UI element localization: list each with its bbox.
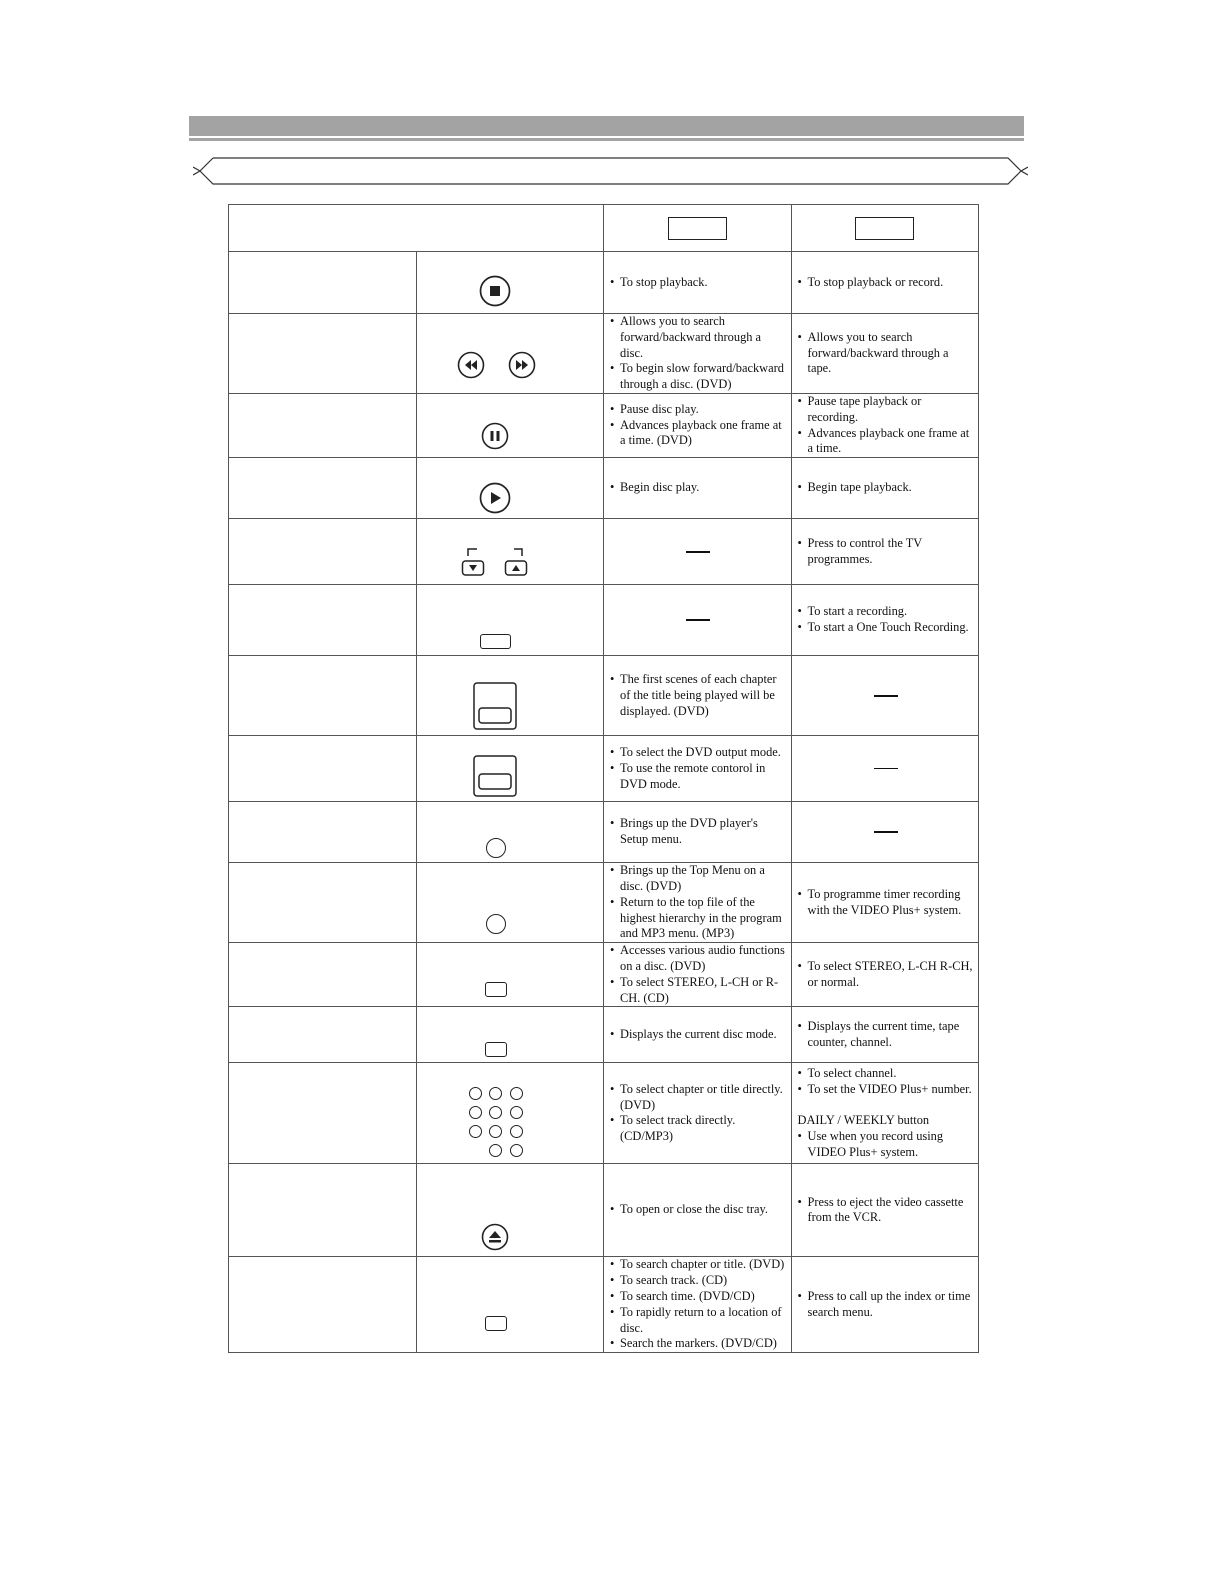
row-number-cell: [229, 656, 417, 736]
description-item: • Return to the top file of the highest hierarchy in the program and MP3 menu. (MP3): [610, 895, 787, 942]
section-banner: [193, 156, 1028, 186]
stop-icon: [479, 275, 511, 307]
vcr-description: [791, 1063, 979, 1164]
chapter-button-icon: [473, 682, 517, 730]
description-item: • Search the markers. (DVD/CD): [610, 1336, 787, 1352]
number-key-icon: [510, 1106, 523, 1119]
description-item: • To select the DVD output mode.: [610, 745, 787, 761]
daily-weekly-title: DAILY / WEEKLY button: [797, 1113, 930, 1128]
dvd-description: [604, 252, 792, 314]
button-cell: [416, 458, 604, 519]
description-item: • Begin tape playback.: [798, 480, 975, 496]
row-number-cell: [229, 252, 417, 314]
search-button-icon: [485, 1316, 507, 1331]
table-row: [229, 863, 979, 943]
not-applicable-dash: [686, 551, 710, 553]
description-item: • Press to call up the index or time search menu.: [798, 1289, 975, 1321]
description-item: • To search time. (DVD/CD): [610, 1289, 787, 1305]
row-number-cell: [229, 863, 417, 943]
number-key-icon: [489, 1125, 502, 1138]
description-item: • To use the remote contorol in DVD mode.: [610, 761, 787, 793]
number-key-icon: [469, 1087, 482, 1100]
table-row: [229, 458, 979, 519]
dvd-description: [604, 1007, 792, 1063]
description-item: • To select chapter or title directly. (DVD): [610, 1082, 787, 1114]
description-item: • To start a One Touch Recording.: [798, 620, 975, 636]
description-item: • Allows you to search forward/backward through a disc.: [610, 314, 787, 361]
not-applicable-dash: [874, 768, 898, 770]
row-number-cell: [229, 314, 417, 394]
description-item: • Displays the current disc mode.: [610, 1027, 787, 1043]
table-row: [229, 736, 979, 802]
not-applicable-dash: [686, 619, 710, 621]
button-cell: [416, 656, 604, 736]
dvd-description: [604, 943, 792, 1007]
table-row: [229, 393, 979, 457]
description-item: • The first scenes of each chapter of the title being played will be displayed. (DVD): [610, 672, 787, 719]
dvd-description: [604, 585, 792, 656]
section-header-rule: [189, 138, 1024, 141]
button-cell: [416, 585, 604, 656]
row-number-cell: [229, 458, 417, 519]
table-row: [229, 519, 979, 585]
vcr-description: [791, 863, 979, 943]
description-item: • To select track directly. (CD/MP3): [610, 1113, 787, 1145]
description-item: • Press to control the TV programmes.: [798, 536, 975, 568]
button-cell: [416, 863, 604, 943]
vcr-label-box: [855, 217, 914, 240]
description-item: • Accesses various audio functions on a disc. (DVD): [610, 943, 787, 975]
table-row: [229, 943, 979, 1007]
vcr-description: [791, 393, 979, 457]
description-item: • To search track. (CD): [610, 1273, 787, 1289]
table-row: [229, 252, 979, 314]
vcr-description: [791, 252, 979, 314]
top-menu-button-icon: [486, 914, 506, 934]
table-row: [229, 1007, 979, 1063]
row-number-cell: [229, 519, 417, 585]
audio-button-icon: [485, 982, 507, 997]
button-cell: [416, 1164, 604, 1257]
description-item: • To set the VIDEO Plus+ number.: [798, 1082, 975, 1098]
description-item: • Pause disc play.: [610, 402, 787, 418]
table-row: [229, 1164, 979, 1257]
not-applicable-dash: [874, 831, 898, 833]
header-dvd-column: [604, 205, 792, 252]
dvd-description: [604, 863, 792, 943]
dvd-description: [604, 802, 792, 863]
number-key-icon: [510, 1087, 523, 1100]
vcr-description: [791, 314, 979, 394]
vcr-description: [791, 656, 979, 736]
header-button-column: [229, 205, 604, 252]
number-keypad-icon: [417, 1063, 604, 1163]
vcr-description: [791, 519, 979, 585]
eject-icon: [481, 1223, 509, 1251]
row-number-cell: [229, 393, 417, 457]
number-key-icon: [489, 1144, 502, 1157]
description-item: • To select STEREO, L-CH R-CH, or normal.: [798, 959, 975, 991]
description-item: • Advances playback one frame at a time.: [798, 426, 975, 458]
number-key-icon: [469, 1125, 482, 1138]
description-item: • To stop playback.: [610, 275, 787, 291]
vcr-description: [791, 458, 979, 519]
button-cell: [416, 1007, 604, 1063]
description-item: • To start a recording.: [798, 604, 975, 620]
description-item: • To open or close the disc tray.: [610, 1202, 787, 1218]
description-item: • Use when you record using VIDEO Plus+ system.: [798, 1129, 975, 1161]
description-item: • Begin disc play.: [610, 480, 787, 496]
dvd-description: [604, 314, 792, 394]
dvd-description: [604, 656, 792, 736]
description-item: • To begin slow forward/backward through a disc. (DVD): [610, 361, 787, 393]
vcr-description: [791, 943, 979, 1007]
description-item: • Advances playback one frame at a time. (DVD): [610, 418, 787, 450]
not-applicable-dash: [874, 695, 898, 697]
fast-forward-icon: [508, 351, 536, 379]
vcr-description: [791, 585, 979, 656]
dvd-description: [604, 1063, 792, 1164]
setup-button-icon: [486, 838, 506, 858]
row-number-cell: [229, 736, 417, 802]
button-cell: [416, 1257, 604, 1353]
description-item: • To select channel.: [798, 1066, 975, 1082]
header-vcr-column: [791, 205, 979, 252]
description-item: • To programme timer recording with the VIDEO Plus+ system.: [798, 887, 975, 919]
dvd-description: [604, 393, 792, 457]
table-row: [229, 1063, 979, 1164]
dvd-description: [604, 458, 792, 519]
play-icon: [479, 482, 511, 514]
number-key-icon: [469, 1106, 482, 1119]
description-item: • Brings up the Top Menu on a disc. (DVD): [610, 863, 787, 895]
number-key-icon: [489, 1106, 502, 1119]
button-cell: [416, 736, 604, 802]
table-row: [229, 1257, 979, 1353]
description-item: • To search chapter or title. (DVD): [610, 1257, 787, 1273]
description-item: • Pause tape playback or recording.: [798, 394, 975, 426]
table-header-row: [229, 205, 979, 252]
button-cell: [416, 1063, 604, 1164]
vcr-description: [791, 1007, 979, 1063]
row-number-cell: [229, 1063, 417, 1164]
description-item: • Press to eject the video cassette from the VCR.: [798, 1195, 975, 1227]
button-cell: [416, 314, 604, 394]
dvd-description: [604, 1257, 792, 1353]
pause-icon: [481, 422, 509, 450]
row-number-cell: [229, 1257, 417, 1353]
dvd-label-box: [668, 217, 727, 240]
row-number-cell: [229, 802, 417, 863]
channel-buttons-icon: [461, 547, 533, 579]
button-reference-table: [228, 204, 979, 1353]
vcr-description: [791, 1257, 979, 1353]
table-row: [229, 656, 979, 736]
section-header-bar: [189, 116, 1024, 136]
dvd-description: [604, 1164, 792, 1257]
button-cell: [416, 519, 604, 585]
button-cell: [416, 252, 604, 314]
number-key-icon: [489, 1087, 502, 1100]
row-number-cell: [229, 1007, 417, 1063]
table-row: [229, 802, 979, 863]
dvd-description: [604, 519, 792, 585]
number-key-icon: [510, 1144, 523, 1157]
description-item: • Allows you to search forward/backward through a tape.: [798, 330, 975, 377]
description-item: • To stop playback or record.: [798, 275, 975, 291]
description-item: • Brings up the DVD player's Setup menu.: [610, 816, 787, 848]
description-item: • To select STEREO, L-CH or R-CH. (CD): [610, 975, 787, 1007]
table-row: [229, 585, 979, 656]
description-item: • To rapidly return to a location of disc.: [610, 1305, 787, 1337]
button-cell: [416, 802, 604, 863]
row-number-cell: [229, 1164, 417, 1257]
dvd-description: [604, 736, 792, 802]
row-number-cell: [229, 585, 417, 656]
button-cell: [416, 943, 604, 1007]
table-row: [229, 314, 979, 394]
vcr-description: [791, 1164, 979, 1257]
output-button-icon: [473, 755, 517, 797]
description-item: • Displays the current time, tape counter, channel.: [798, 1019, 975, 1051]
row-number-cell: [229, 943, 417, 1007]
button-cell: [416, 393, 604, 457]
display-button-icon: [485, 1042, 507, 1057]
record-button-icon: [480, 634, 511, 649]
number-key-icon: [510, 1125, 523, 1138]
vcr-description: [791, 736, 979, 802]
rewind-icon: [457, 351, 485, 379]
vcr-description: [791, 802, 979, 863]
